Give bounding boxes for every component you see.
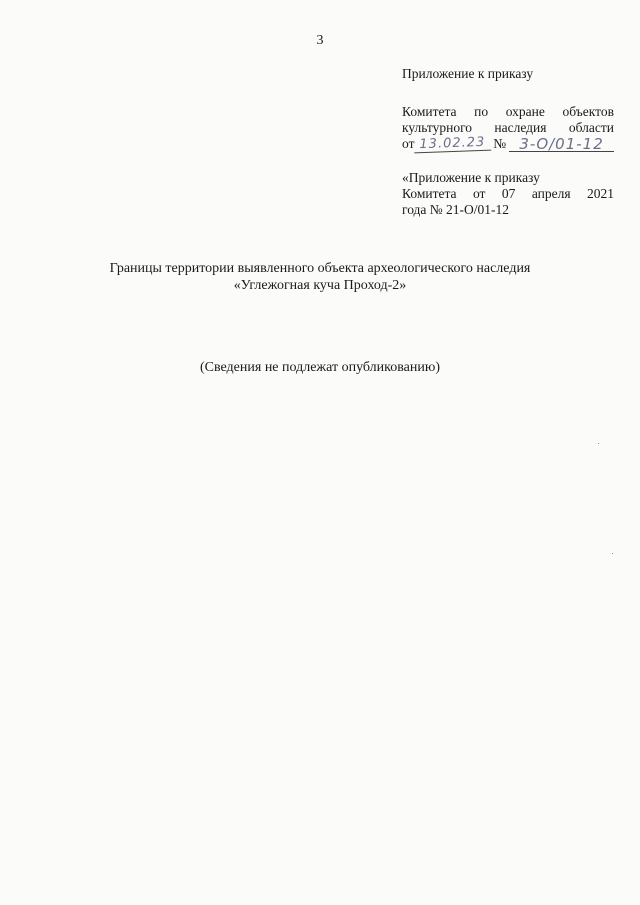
appendix-title: Приложение к приказу: [402, 66, 534, 81]
appendix-header: [402, 66, 614, 218]
handwritten-date: 13.02.23: [414, 136, 491, 154]
quoted-appendix-title: «Приложение к приказу: [402, 170, 540, 185]
document-title: [0, 260, 640, 294]
page-number: 3: [316, 33, 324, 48]
committee-line-2: культурного наследия области: [402, 120, 614, 135]
quoted-order-number: года № 21-О/01-12: [402, 202, 510, 217]
date-prefix: от: [402, 136, 415, 151]
quoted-committee-date: Комитета от 07 апреля 2021: [402, 186, 614, 201]
title-line-1: Границы территории выявленного объекта археологического наследия: [109, 261, 531, 276]
handwritten-order-number: 3-О/01-12: [509, 137, 614, 152]
confidentiality-notice: (Сведения не подлежат опубликованию): [200, 360, 440, 375]
order-date-number-line: [402, 136, 614, 152]
scan-speck: [598, 443, 599, 444]
number-sign: №: [493, 136, 507, 151]
committee-line-1: Комитета по охране объектов: [402, 104, 614, 119]
scan-speck: [612, 553, 613, 554]
title-line-2: «Углежогная куча Проход-2»: [233, 278, 407, 293]
